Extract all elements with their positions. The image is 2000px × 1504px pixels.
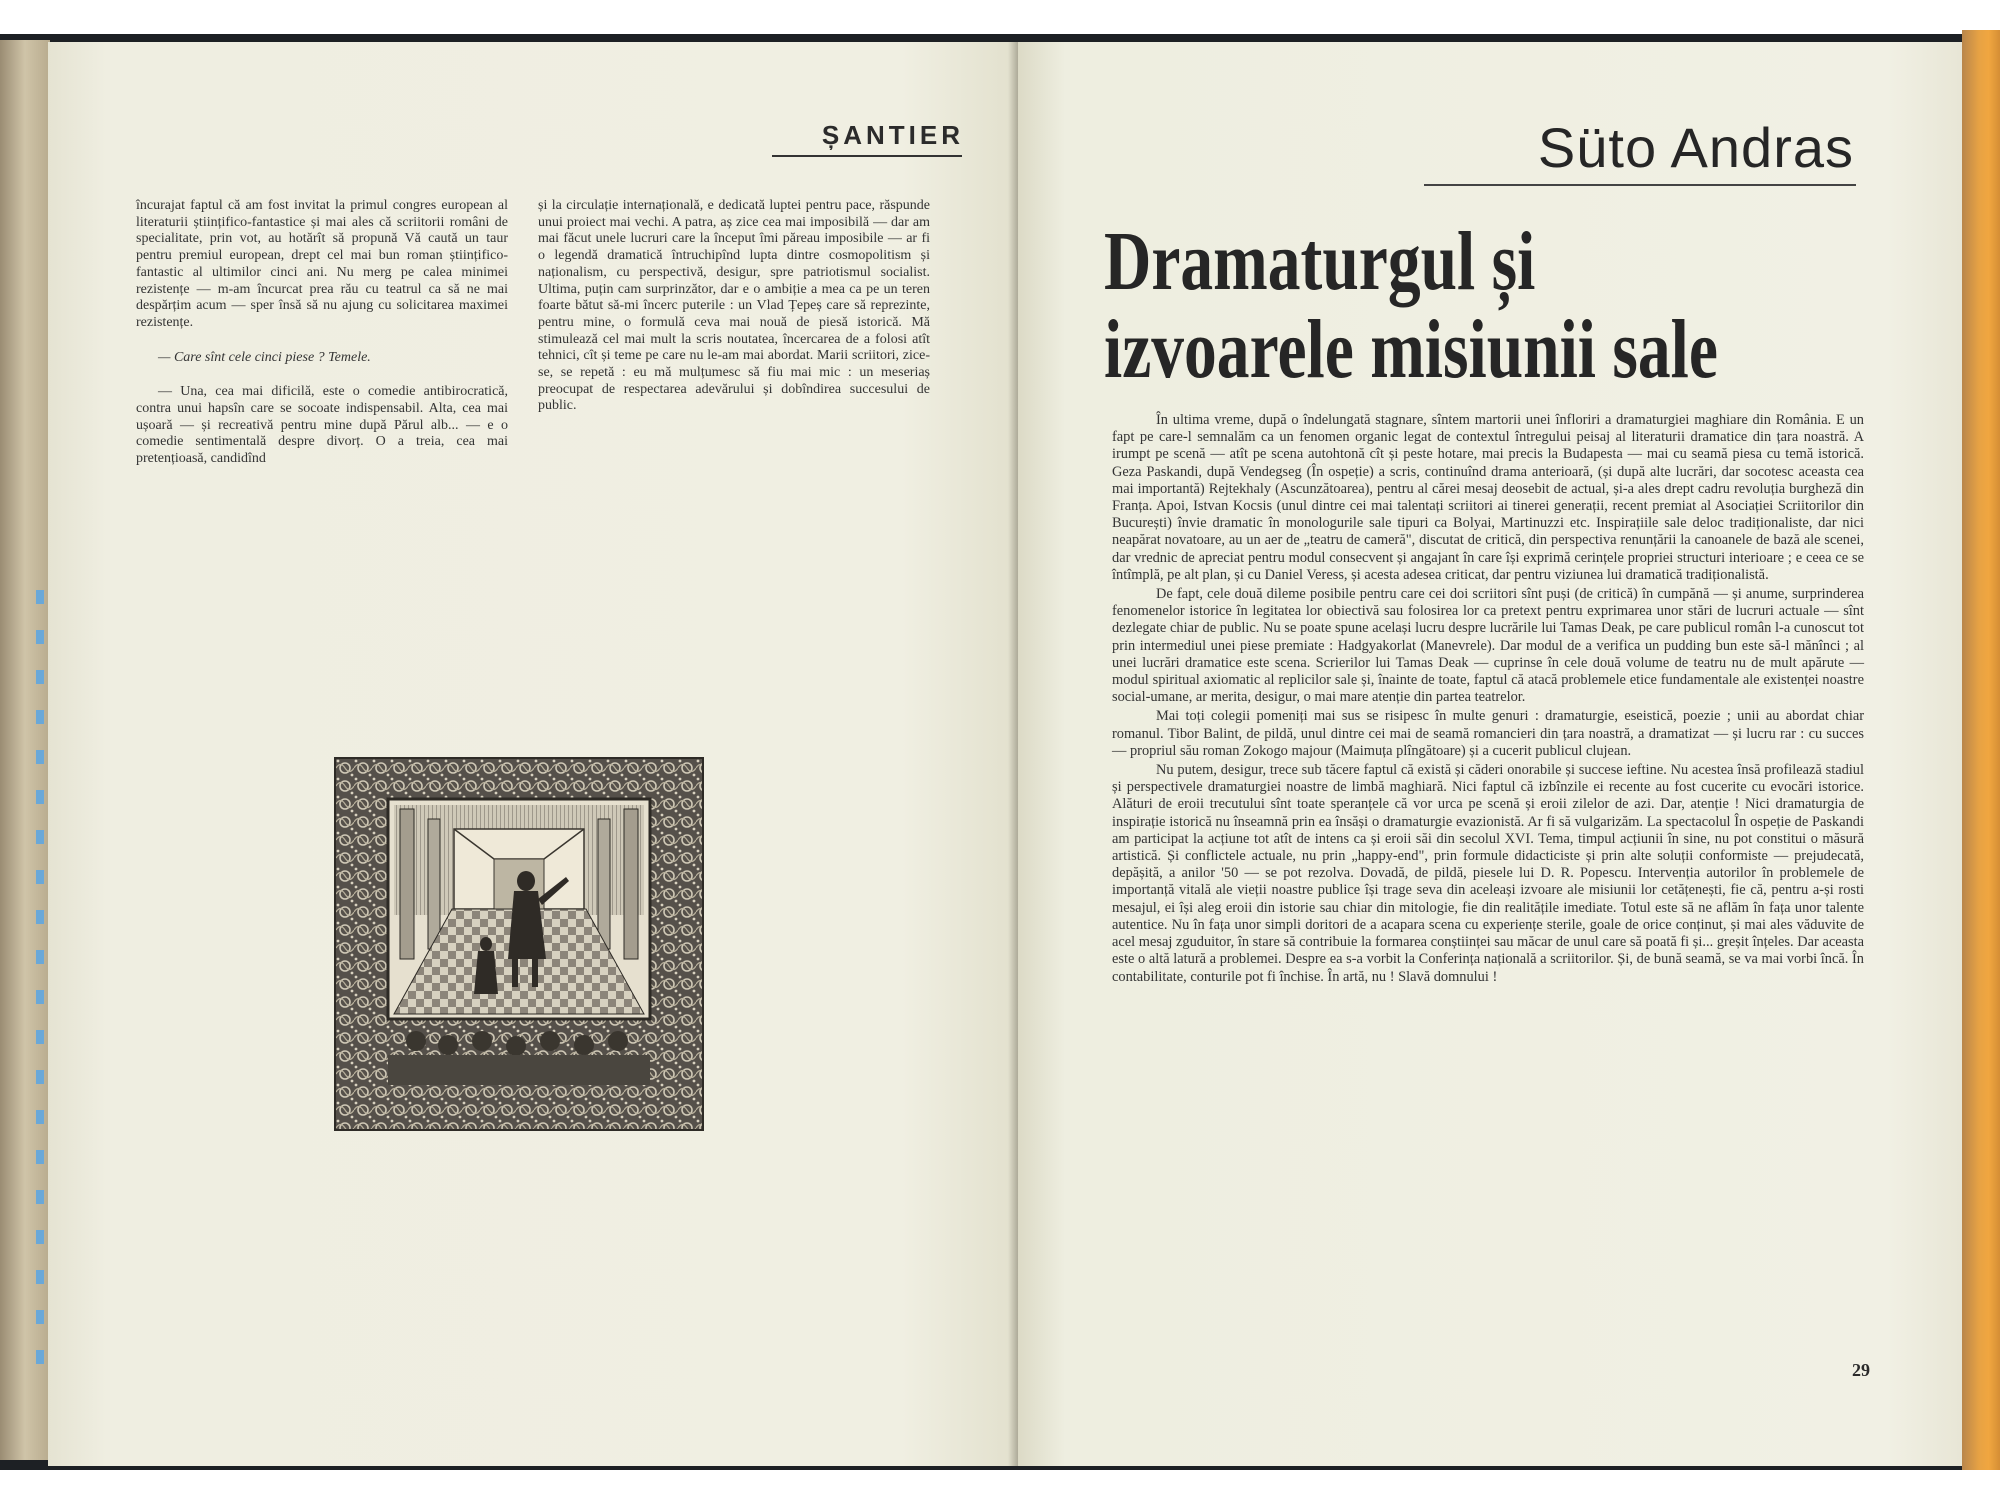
article-paragraph: Nu putem, desigur, trece sub tăcere faptul că există și căderi onorabile și succese ieftine. Nu acestea însă profilează stadiul și perspectivele dramaturgiei noastre de limbă maghiară. Nici faptul că izbînzile ei recente au fost cucerite cu evocări istorice. Alături de eroii trecutului sînt toate speranțele că vor urca pe scenă și eroii zilelor de azi. Dar, atenție ! Nici dramaturgia de inspirație istorică nu înseamnă prin ea însăși o dramaturgie evazionistă. Ar fi să vulgarizăm. La spectacolul În ospeție de Paskandi am participat la acțiune tot atît de intens ca și eroii săi din secolul XVI. Tema, timpul acțiunii în sine, nu pot constitui o măsură artistică. Și conflictele actuale, nu prin „happy-end", prin formule didacticiste și prin alte soluții conformiste — prejudecată, depășită, a anilor '50 — se pot rezolva. Dovadă, de pildă, piesele lui D. R. Popescu. Intervenția autorilor în problemele de importanță vitală ale vieții noastre publice își trage seva din aceleași izvoare ale misiunii lor cetățenești, fie că, pentru a-și rosti mesajul, ei își aleg eroii din istorie sau chiar din mitologie, fie din realitățile imediate. Totul este să ne aflăm în fața unor talente autentice. Nu în fața unor simpli doritori de a acapara scena cu experiențe sterile, goale de orice conținut, și mai ales văduvite de acel mesaj zguduitor, în stare să contribuie la formarea conștiinței sau măcar de unul care să poată fi și... greșit înțeles. Dar aceasta este o altă latură a problemei. Despre ea s-a vorbit la Conferința națională a scriitorilor. Și, de bună seamă, se va mai vorbi încă. În contabilitate, conturile pot fi închise. În artă, nu ! Slavă domnului ! [1112,762,1864,985]
left-column-2 [538,198,930,433]
headline-line-2: izvoarele misiunii sale [1104,303,1718,396]
section-rule [772,155,962,157]
interview-question: — Care sînt cele cinci piese ? Temele. [158,349,371,365]
scan-bottom-border [0,1470,2000,1504]
page-number: 29 [1852,1360,1870,1380]
author-rule [1424,184,1856,186]
page-edge-marks [36,590,46,1410]
article-body [1112,412,1864,988]
engraving-illustration [334,757,704,1131]
article-headline [1104,215,1728,396]
paragraph: — Una, cea mai dificilă, este o comedie antibirocratică, contra unui hapsîn care se socoate indispensabil. Alta, cea mai ușoară — și recreativă pentru mine după Părul alb... — e o comedie sentimentală despre divorț. O a treia, cea mai pretențioasă, candidînd [136,384,508,467]
paragraph: încurajat faptul că am fost invitat la primul congres european al literaturii științifico-fantastice și mai ales că scriitorii români de specialitate, prin vot, au hotărît să propună Vă caută un taur pentru premiul european, drept cel mai bun roman științifico-fantastic al ultimilor cinci ani. Nu merg pe calea minimei rezistențe — m-am încurcat prea rău cu teatrul ca să ne mai despărțim acum — sper însă să nu ajung cu solicitarea maximei rezistențe. [136,198,508,330]
book-binding-edge-right [1962,30,2000,1470]
scan-top-border [0,0,2000,34]
left-column-1 [136,198,508,486]
paragraph: și la circulație internațională, e dedicată luptei pentru pace, răspunde unui proiect mai vechi. A patra, aș zice cea mai imposibilă — dar am mai făcut unele lucruri care la început îmi păreau imposibile — ar fi o legendă dramatică întruchipînd lupta dintre cosmopolitism și naționalism, cu perspectivă, desigur, spre patriotismul socialist. Ultima, puțin cam surprinzător, dar e o ambiție a mea ca pe un teren foarte bătut să-mi încerc puterile : un Vlad Țepeș care să reprezinte, pentru mine, o formulă ceva mai nouă de piesă istorică. Mă stimulează cel mai mult la scris noutatea, încercarea de a folosi atît tehnici, cît și teme pe care nu le-am mai abordat. Marii scriitori, zice-se, se repetă : eu mă mulțumesc să fiu mai mic : un meseriaș preocupat de respectarea adevărului și dobîndirea succesului de public. [538,198,930,414]
section-label: ȘANTIER [821,120,964,150]
author-name: Süto Andras [1537,116,1854,179]
article-paragraph: De fapt, cele două dileme posibile pentru care cei doi scriitori sînt puși (de critică) în cumpănă — și anume, surprinderea fenomenelor istorice în legitatea lor obiectivă sau folosirea lor ca pretext pentru exprimarea unor stări de lucruri actuale — sînt dezlegate chiar de public. Nu se poate spune același lucru despre lucrările lui Tamas Deak, pe care publicul român l-a cunoscut tot prin intermediul unei piese premiate : Hadgyakorlat (Manevrele). Dar modul de a verifica un pudding bun este să-l mănînci ; al unei lucrări dramatice este scena. Scrierilor lui Tamas Deak — cuprinse în cele două volume de teatru nu de mult apărute — modul spiritual axiomatic al replicilor sale și, înainte de toate, faptul că atacă problemele etice fundamentale ale existenței noastre social-umane, ar merita, desigur, o mai mare atenție din partea teatrelor. [1112,586,1864,706]
article-paragraph: În ultima vreme, după o îndelungată stagnare, sîntem martorii unei înfloriri a dramaturgiei maghiare din România. E un fapt pe care-l semnalăm ca un fenomen organic legat de contextul întregului peisaj al literaturii dramatice din țara noastră. A irumpt pe scenă — atît pe scena autohtonă cît și peste hotare, mai precis la Budapesta — mai cu seamă piesa cu temă istorică. Geza Paskandi, după Vendegseg (În ospeție) a scris, continuînd drama anterioară, (și după alte lucrări, dar socotesc aceasta cea mai importantă) Rejtekhaly (Ascunzătoarea), pentru al cărei mesaj deosebit de actual, și-a ales drept cadru revoluția burgheză din Franța. Apoi, Istvan Kocsis (unul dintre cei mai talentați scriitori ai tinerei generații, recent premiat al Asociației Scriitorilor din București) învie dramatic în monologurile sale tipuri ca Bolyai, Martinuzzi etc. Inspirațiile sale deloc tradiționaliste, dar nici neapărat novatoare, au un aer de „teatru de cameră", discutat de critică, din perspectiva renunțării la canoanele de bază ale scenei, dar vrednic de apreciat pentru modul consecvent și angajant în care își exprimă cerințele propriei structuri interioare ; e ceea ce se întîmplă, pe alt plan, și cu Daniel Veress, și acesta adesea criticat, dar pentru viziunea lui dramatică tradiționalistă. [1112,412,1864,583]
article-paragraph: Mai toți colegii pomeniți mai sus se risipesc în multe genuri : dramaturgie, eseistică, poezie ; unii au abordat chiar romanul. Tibor Balint, de pildă, unul dintre cei mai de seamă romancieri din țara noastră, a dramatizat — și lucru rar : cu succes — propriul său roman Zokogo majour (Maimuța plîngătoare) și a cucerit publicul clujean. [1112,708,1864,759]
headline-line-1: Dramaturgul și [1104,215,1536,308]
